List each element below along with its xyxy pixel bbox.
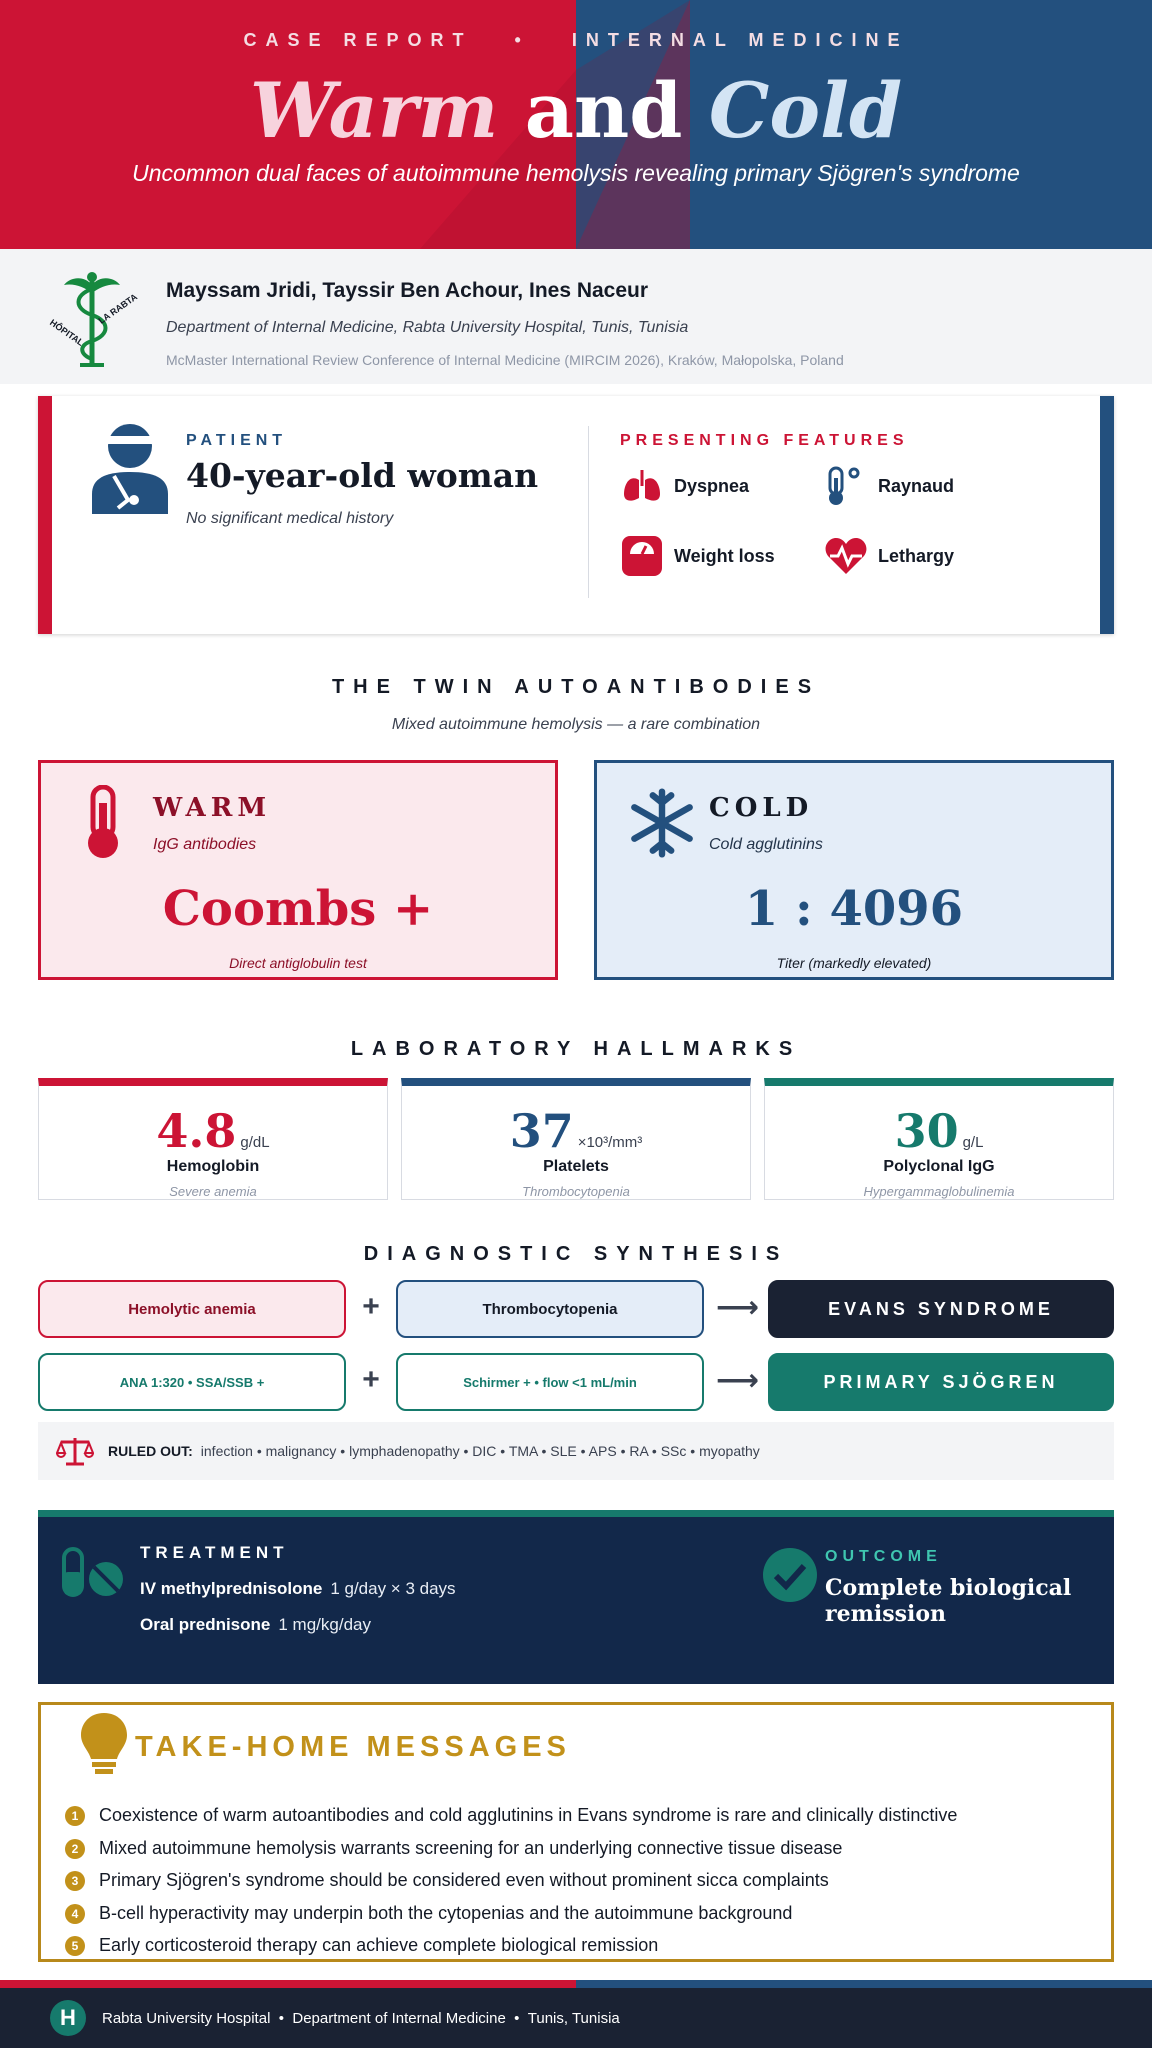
footer: H Rabta University Hospital • Department of Internal Medicine • Tunis, Tunisia xyxy=(0,1988,1152,2048)
balance-scale-icon xyxy=(56,1435,94,1467)
weight-scale-icon xyxy=(620,534,664,578)
thermometer-icon xyxy=(75,785,135,861)
treatment-line-iv: IV methylprednisolone 1 g/day × 3 days xyxy=(140,1579,456,1598)
lab-value: 30 xyxy=(894,1104,959,1158)
treatment-panel xyxy=(38,1510,1114,1684)
lab-card-hemoglobin xyxy=(38,1078,388,1200)
page-subtitle: Uncommon dual faces of autoimmune hemolysis revealing primary Sjögren's syndrome xyxy=(132,160,1020,186)
feature-weight-loss: Weight loss xyxy=(620,534,775,578)
twin-heading: THE TWIN AUTOANTIBODIES xyxy=(331,676,821,698)
ruled-out-bar xyxy=(38,1422,1114,1480)
patient-title: 40-year-old woman xyxy=(186,456,539,495)
takehome-item: 4 B-cell hyperactivity may underpin both the cytopenias and the autoimmune background xyxy=(65,1903,792,1924)
pills-icon xyxy=(60,1545,126,1601)
footer-strip-red xyxy=(0,1980,576,1988)
page-title xyxy=(0,66,1152,156)
plus-sign: + xyxy=(362,1290,380,1323)
patient-history: No significant medical history xyxy=(186,510,394,527)
lab-desc: Thrombocytopenia xyxy=(522,1184,630,1199)
svg-text:HÔPITAL: HÔPITAL xyxy=(47,317,86,348)
result-evans-syndrome: EVANS SYNDROME xyxy=(768,1280,1114,1338)
lab-name: Polyclonal IgG xyxy=(883,1158,995,1175)
synthesis-hemolytic-anemia: Hemolytic anemia xyxy=(38,1280,346,1338)
synthesis-heading: DIAGNOSTIC SYNTHESIS xyxy=(363,1243,789,1265)
takehome-item: 1 Coexistence of warm autoantibodies and cold agglutinins in Evans syndrome is rare and clinically distinctive xyxy=(65,1805,957,1826)
patient-card xyxy=(38,396,1114,634)
hospital-logo-icon xyxy=(44,265,140,371)
synthesis-schirmer: Schirmer + • flow <1 mL/min xyxy=(396,1353,704,1411)
treatment-kicker: TREATMENT xyxy=(140,1543,289,1562)
conference-line: McMaster International Review Conference of Internal Medicine (MIRCIM 2026), Kraków, Małopolska, Poland xyxy=(166,352,844,368)
lab-name: Platelets xyxy=(543,1158,609,1175)
footer-strip-blue xyxy=(576,1980,1152,1988)
footer-hospital: Rabta University Hospital xyxy=(102,2009,271,2027)
warm-subtitle: IgG antibodies xyxy=(153,836,257,853)
patient-divider xyxy=(588,426,589,598)
author-block xyxy=(0,249,1152,384)
author-names: Mayssam Jridi, Tayssir Ben Achour, Ines Naceur xyxy=(166,279,649,302)
outcome-title: Complete biological remission xyxy=(825,1575,1072,1627)
warm-antibody-card xyxy=(38,760,558,980)
author-affiliation: Department of Internal Medicine, Rabta University Hospital, Tunis, Tunisia xyxy=(166,319,689,336)
cold-note: Titer (markedly elevated) xyxy=(776,955,932,971)
snowflake-icon xyxy=(627,785,697,861)
takehome-title: TAKE-HOME MESSAGES xyxy=(135,1731,571,1763)
cold-antibody-card xyxy=(594,760,1114,980)
patient-kicker: PATIENT xyxy=(186,432,288,449)
check-circle-icon xyxy=(762,1547,818,1603)
arrow-sign: ⟶ xyxy=(716,1364,760,1397)
takehome-item: 3 Primary Sjögren's syndrome should be considered even without prominent sicca complaints xyxy=(65,1870,829,1891)
footer-city: Tunis, Tunisia xyxy=(527,2009,620,2027)
outcome-kicker: OUTCOME xyxy=(825,1548,942,1565)
features-kicker: PRESENTING FEATURES xyxy=(620,432,909,449)
takehome-item: 5 Early corticosteroid therapy can achieve complete biological remission xyxy=(65,1935,658,1956)
footer-department: Department of Internal Medicine xyxy=(292,2009,506,2027)
warm-title: WARM xyxy=(153,793,272,823)
takehome-panel xyxy=(38,1702,1114,1962)
twin-subheading: Mixed autoimmune hemolysis — a rare combination xyxy=(391,716,761,733)
cold-subtitle: Cold agglutinins xyxy=(709,836,823,853)
lightbulb-icon xyxy=(79,1711,129,1775)
synthesis-thrombocytopenia: Thrombocytopenia xyxy=(396,1280,704,1338)
cold-value: 1 : 4096 xyxy=(744,881,964,937)
feature-lethargy: Lethargy xyxy=(824,534,954,578)
plus-sign: + xyxy=(362,1363,380,1396)
lab-unit: g/L xyxy=(962,1134,984,1151)
result-primary-sjogren: PRIMARY SJÖGREN xyxy=(768,1353,1114,1411)
lab-value: 4.8 xyxy=(156,1104,237,1158)
cold-title: COLD xyxy=(709,793,814,823)
lab-desc: Hypergammaglobulinemia xyxy=(863,1184,1015,1199)
takehome-item: 2 Mixed autoimmune hemolysis warrants screening for an underlying connective tissue disease xyxy=(65,1838,842,1859)
lungs-icon xyxy=(620,464,664,508)
lab-value: 37 xyxy=(509,1104,574,1158)
synthesis-ana: ANA 1:320 • SSA/SSB + xyxy=(38,1353,346,1411)
ruled-out-label: RULED OUT: xyxy=(108,1443,193,1459)
thermometer-icon xyxy=(824,464,868,508)
warm-note: Direct antiglobulin test xyxy=(229,955,367,971)
lab-unit: g/dL xyxy=(240,1134,270,1151)
lab-unit: ×10³/mm³ xyxy=(577,1134,643,1151)
title-and: and xyxy=(524,66,683,155)
header-kicker: CASE REPORT • INTERNAL MEDICINE xyxy=(243,30,909,50)
arrow-sign: ⟶ xyxy=(716,1291,760,1324)
labs-heading: LABORATORY HALLMARKS xyxy=(350,1038,802,1060)
warm-value: Coombs + xyxy=(162,881,434,937)
heart-pulse-icon xyxy=(824,534,868,578)
title-cold: Cold xyxy=(708,66,903,155)
treatment-line-oral: Oral prednisone 1 mg/kg/day xyxy=(140,1615,371,1634)
ruled-out-text: infection • malignancy • lymphadenopathy • DIC • TMA • SLE • APS • RA • SSc • myopathy xyxy=(200,1443,760,1459)
header-banner xyxy=(0,0,1152,249)
feature-raynaud: Raynaud xyxy=(824,464,954,508)
feature-dyspnea: Dyspnea xyxy=(620,464,749,508)
lab-card-platelets xyxy=(401,1078,751,1200)
title-warm: Warm xyxy=(249,66,499,155)
patient-icon xyxy=(88,420,172,514)
hospital-h-icon: H xyxy=(50,2000,86,2036)
lab-name: Hemoglobin xyxy=(166,1158,260,1175)
svg-text:LA RABTA: LA RABTA xyxy=(96,291,140,326)
lab-desc: Severe anemia xyxy=(169,1184,257,1199)
lab-card-igg xyxy=(764,1078,1114,1200)
